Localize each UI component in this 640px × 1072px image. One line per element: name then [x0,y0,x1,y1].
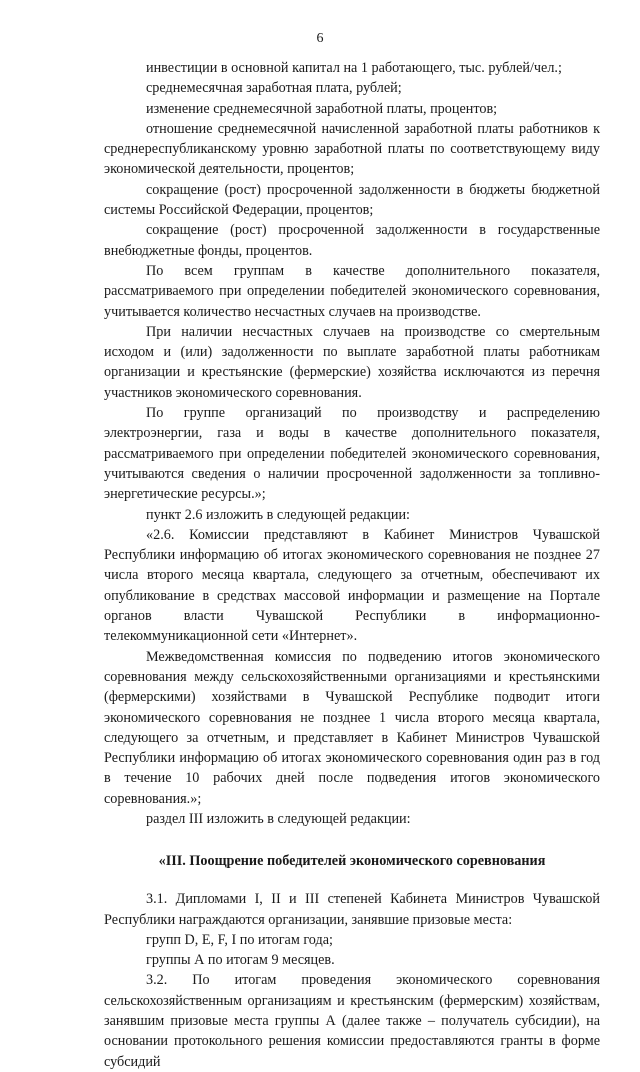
paragraph: среднемесячная заработная плата, рублей; [146,80,402,97]
paragraph: 3.1. Дипломами I, II и III степеней Кабинета Министров Чувашской Республики награждаются организации, занявшие призовые места: [104,891,600,928]
paragraph: группы А по итогам 9 месяцев. [146,952,335,969]
paragraph: 3.2. По итогам проведения экономического соревнования сельскохозяйственным организациям и крестьянским (фермерским) хозяйствам, занявшим призовые места группы А (далее также – получатель субсидии), на основании протокольного решения комиссии предоставляются гранты в форме субсидий [104,972,600,1070]
paragraph: отношение среднемесячной начисленной заработной платы работников к среднереспубликанскому уровню заработной платы по соответствующему виду экономической деятельности, процентов; [104,120,600,178]
document-body [104,58,600,1072]
paragraph: изменение среднемесячной заработной платы, процентов; [146,100,498,117]
page-number: 6 [316,31,324,46]
paragraph: раздел III изложить в следующей редакции: [146,810,411,827]
paragraph: пункт 2.6 изложить в следующей редакции: [146,506,410,523]
paragraph: Межведомственная комиссия по подведению итогов экономического соревнования между сельскохозяйственными организациями и крестьянскими (фермерскими) хозяйствами в Чувашской Республике подводит итоги экономического соревнования не позднее 1 числа второго месяца квартала, следующего за отчетным, и представляет в Кабинет Министров Чувашской Республики информацию об итогах экономического соревнования один раз в год в течение 10 рабочих дней после подведения итогов экономического соревнования.»; [104,648,600,807]
paragraph: «2.6. Комиссии представляют в Кабинет Министров Чувашской Республики информацию об итогах экономического соревнования не позднее 27 числа второго месяца квартала, следующего за отчетным, обеспечивают их опубликование в средствах массовой информации и размещение на Портале органов власти Чувашской Республики в информационно-телекоммуникационной сети «Интернет». [104,526,600,645]
section-heading: «III. Поощрение победителей экономического соревнования [158,853,546,870]
paragraph: сокращение (рост) просроченной задолженности в государственные внебюджетные фонды, процентов. [104,222,600,259]
paragraph: По группе организаций по производству и распределению электроэнергии, газа и воды в качестве дополнительного показателя, рассматриваемого при определении победителей экономического соревнования, учитываются сведения о наличии просроченной задолженности за топливно-энергетические ресурсы.»; [104,405,600,503]
paragraph: По всем группам в качестве дополнительного показателя, рассматриваемого при определении победителей экономического соревнования, учитывается количество несчастных случаев на производстве. [104,262,600,320]
paragraph: сокращение (рост) просроченной задолженности в бюджеты бюджетной системы Российской Федерации, процентов; [104,181,600,219]
paragraph: инвестиции в основной капитал на 1 работающего, тыс. рублей/чел.; [146,60,562,76]
paragraph: групп D, E, F, I по итогам года; [146,931,333,948]
paragraph: При наличии несчастных случаев на производстве со смертельным исходом и (или) задолженности по выплате заработной платы работникам организации и крестьянские (фермерские) хозяйства исключаются из перечня участников экономического соревнования. [104,323,600,401]
